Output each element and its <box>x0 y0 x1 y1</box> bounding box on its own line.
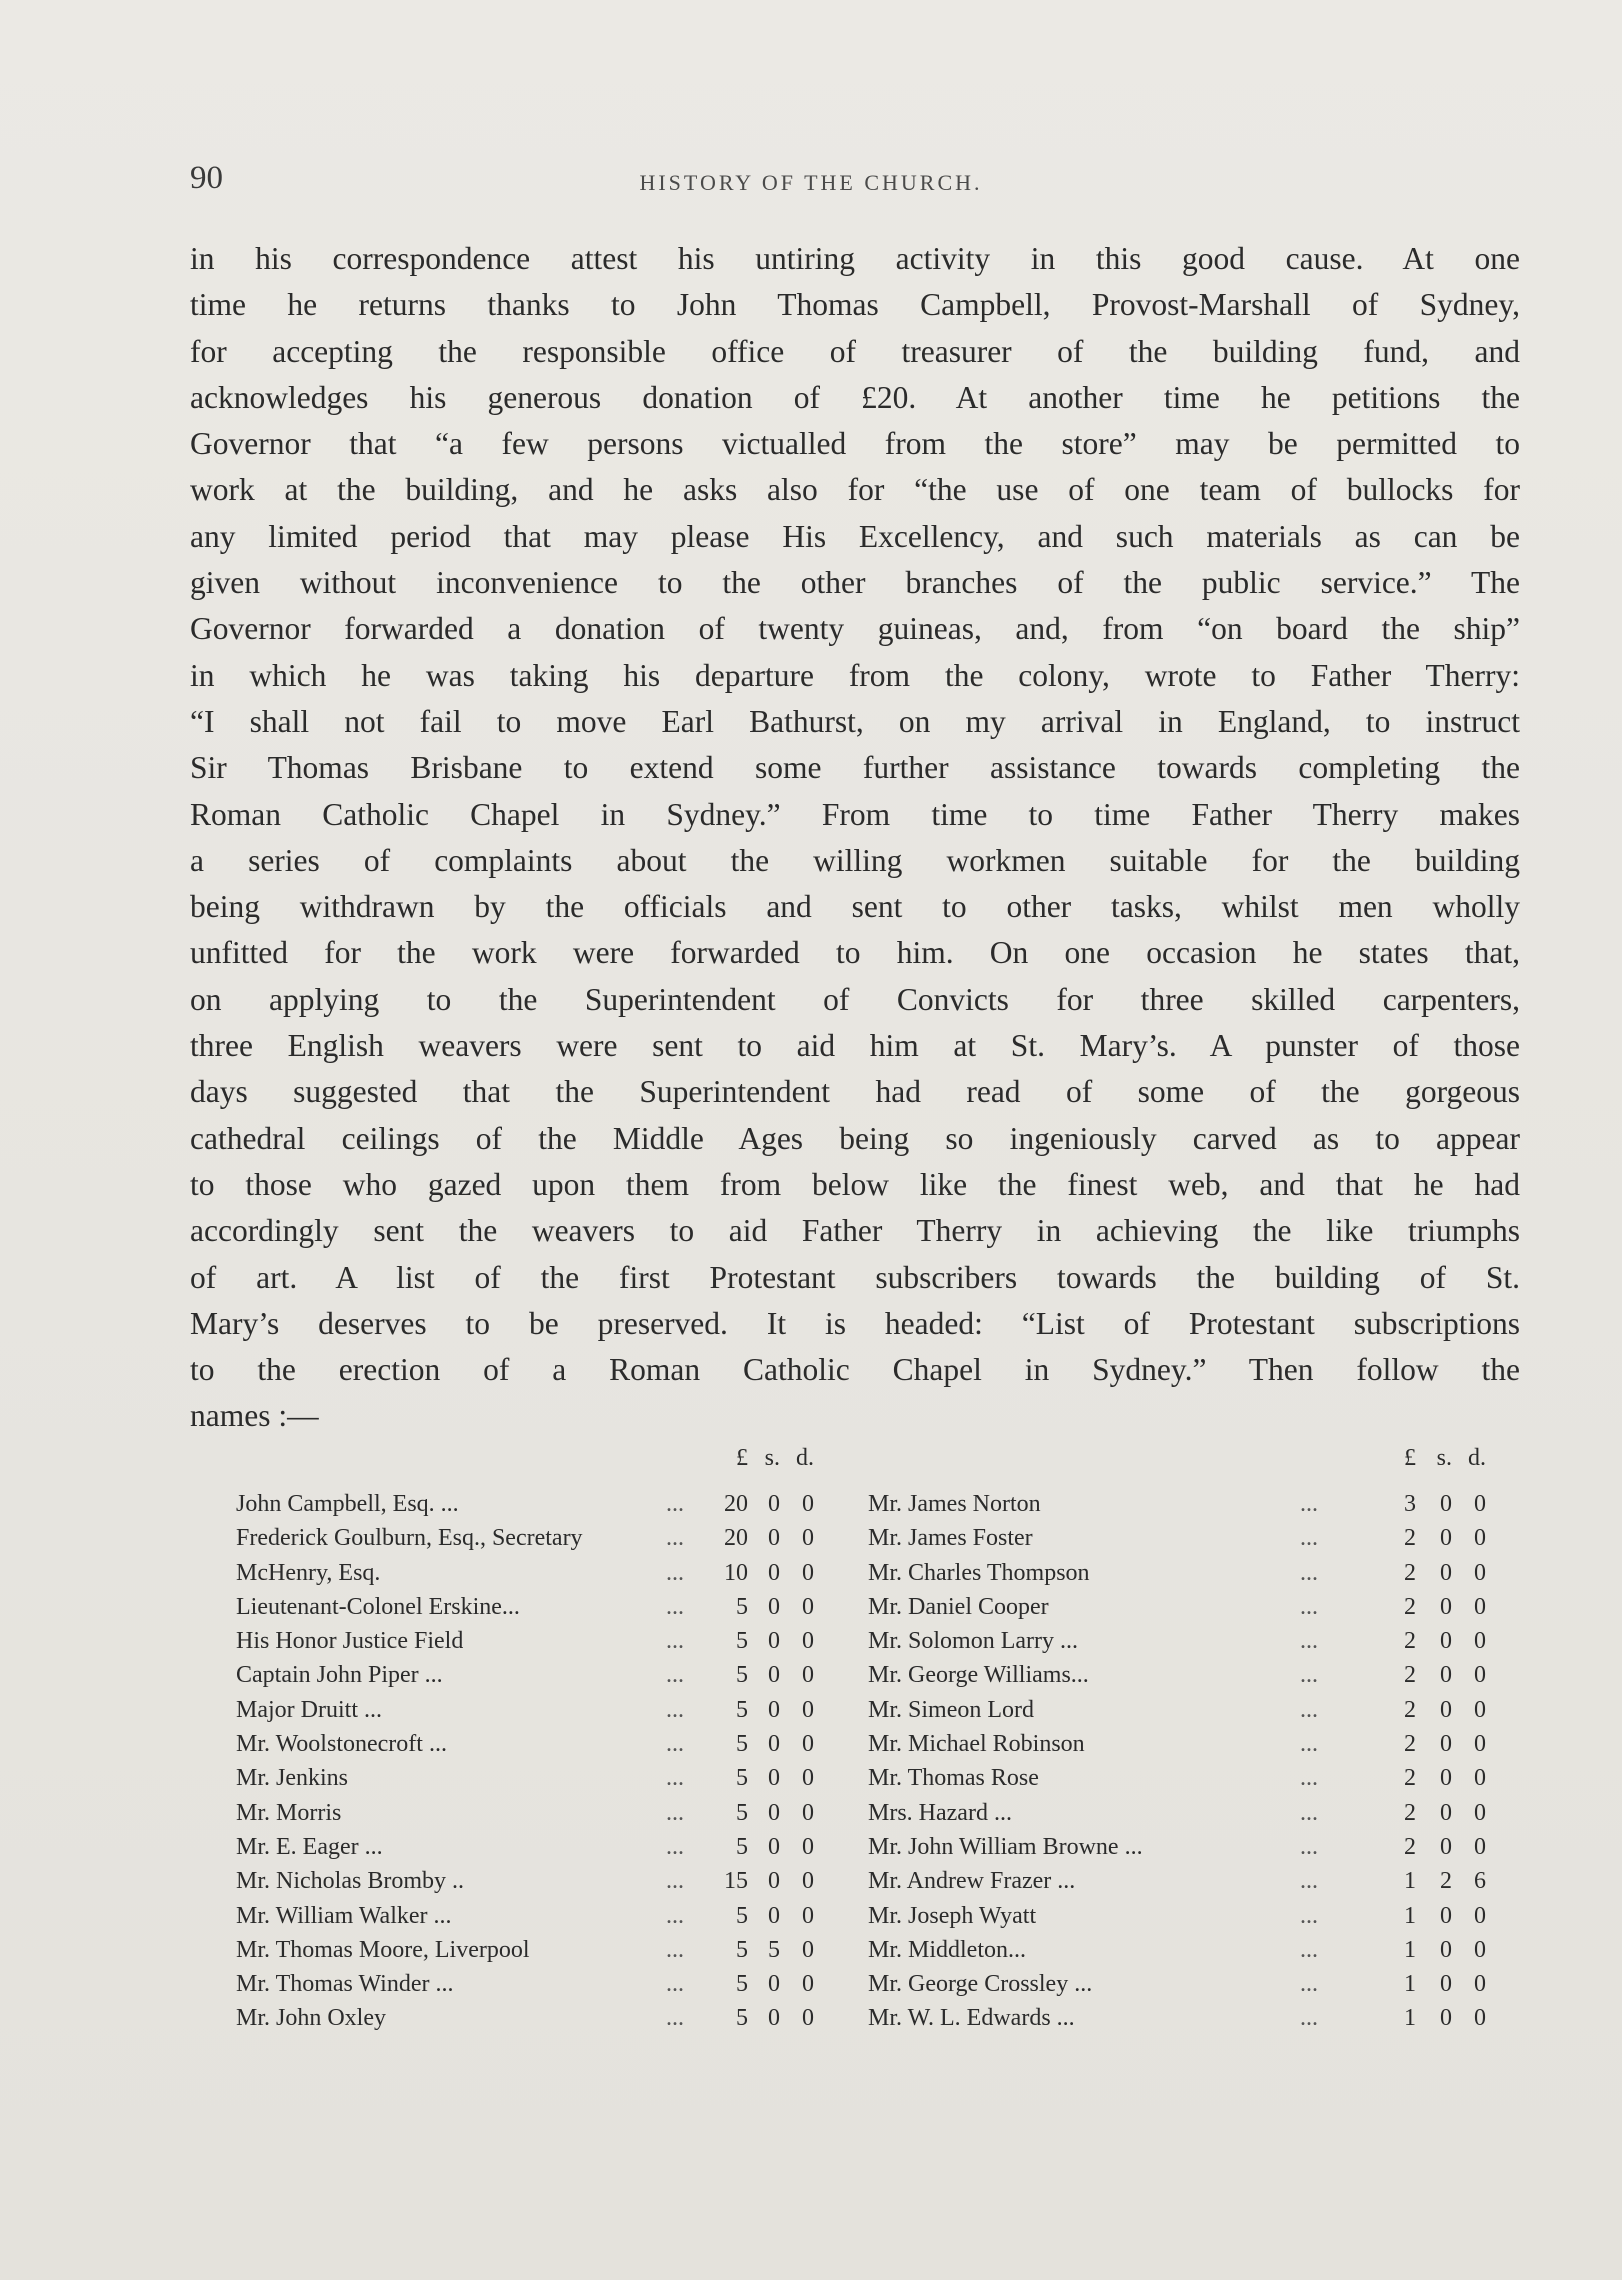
leader-dots: ... <box>666 1525 684 1552</box>
text-line: three English weavers were sent to aid him at St. Mary’s. A punster of those <box>190 1028 1520 1064</box>
subscriber-name: Mr. Daniel Cooper <box>868 1593 1049 1620</box>
pounds-value: 5 <box>736 1971 748 1998</box>
leader-dots: ... <box>666 1731 684 1758</box>
pounds-value: 2 <box>1404 1662 1416 1689</box>
subscriber-row <box>868 1796 1486 1830</box>
text-line: Governor that “a few persons victualled from the store” may be permitted to <box>190 426 1520 462</box>
pounds-value: 5 <box>736 1833 748 1860</box>
subscriber-row <box>236 1830 836 1864</box>
text-line: “I shall not fail to move Earl Bathurst, on my arrival in England, to instruct <box>190 703 1520 739</box>
subscriber-name: Mr. James Foster <box>868 1525 1033 1552</box>
pence-header: d. <box>796 1445 814 1471</box>
pence-value: 0 <box>802 1696 814 1723</box>
pounds-value: 5 <box>736 1696 748 1723</box>
text-line: any limited period that may please His Excellency, and such materials as can be <box>190 518 1520 554</box>
shillings-value: 0 <box>1440 1593 1452 1620</box>
shillings-value: 0 <box>768 1491 780 1517</box>
pounds-value: 1 <box>1404 1936 1416 1963</box>
subscriber-row <box>868 2001 1486 2035</box>
leader-dots: ... <box>666 1559 684 1586</box>
subscriber-row <box>236 1693 836 1727</box>
running-head: HISTORY OF THE CHURCH. <box>639 170 983 195</box>
pence-value: 0 <box>1474 1628 1486 1655</box>
subscriber-name: Lieutenant-Colonel Erskine... <box>236 1593 520 1620</box>
shillings-value: 0 <box>768 1525 780 1552</box>
shillings-value: 0 <box>768 1731 780 1758</box>
text-line: names :— <box>190 1398 319 1434</box>
shillings-value: 0 <box>1440 1491 1452 1517</box>
shillings-value: 0 <box>768 1765 780 1792</box>
pounds-value: 5 <box>736 1902 748 1929</box>
pence-value: 0 <box>802 1491 814 1517</box>
subscriber-name: Mr. W. L. Edwards ... <box>868 2005 1075 2032</box>
subscriber-name: Mr. Charles Thompson <box>868 1559 1090 1586</box>
shillings-value: 0 <box>1440 2005 1452 2032</box>
pounds-value: 5 <box>736 1593 748 1620</box>
shillings-value: 0 <box>1440 1731 1452 1758</box>
leader-dots: ... <box>666 1799 684 1826</box>
shillings-value: 0 <box>768 1662 780 1689</box>
pounds-value: 10 <box>724 1559 748 1586</box>
leader-dots: ... <box>666 1696 684 1723</box>
text-line: in his correspondence attest his untiring activity in this good cause. At one <box>190 241 1520 276</box>
subscriber-row <box>868 1556 1486 1590</box>
column-headers <box>868 1443 1486 1487</box>
pence-value: 0 <box>1474 1902 1486 1929</box>
subscriber-name: His Honor Justice Field <box>236 1628 464 1655</box>
leader-dots: ... <box>1300 1902 1318 1929</box>
shillings-value: 0 <box>1440 1799 1452 1826</box>
leader-dots: ... <box>1300 1662 1318 1689</box>
shillings-value: 2 <box>1440 1868 1452 1895</box>
subscriber-row <box>868 1727 1486 1761</box>
pounds-value: 2 <box>1404 1593 1416 1620</box>
leader-dots: ... <box>1300 1593 1318 1620</box>
pence-value: 0 <box>802 1799 814 1826</box>
text-line: accordingly sent the weavers to aid Father Therry in achieving the like triumphs <box>190 1213 1520 1249</box>
leader-dots: ... <box>666 1491 684 1517</box>
shillings-value: 0 <box>768 1799 780 1826</box>
leader-dots: ... <box>1300 1628 1318 1655</box>
leader-dots: ... <box>666 1833 684 1860</box>
leader-dots: ... <box>1300 1696 1318 1723</box>
subscriber-name: Mr. Joseph Wyatt <box>868 1902 1037 1929</box>
leader-dots: ... <box>1300 1491 1318 1517</box>
subscriber-row <box>868 1864 1486 1898</box>
subscriber-name: John Campbell, Esq. ... <box>236 1491 459 1517</box>
subscriber-name: Major Druitt ... <box>236 1696 382 1723</box>
text-line: a series of complaints about the willing workmen suitable for the building <box>190 842 1520 878</box>
subscriber-row <box>868 1521 1486 1555</box>
pence-value: 0 <box>1474 1491 1486 1517</box>
subscriber-name: Frederick Goulburn, Esq., Secretary <box>236 1525 583 1552</box>
pounds-header: £ <box>1404 1445 1416 1471</box>
text-line: time he returns thanks to John Thomas Campbell, Provost-Marshall of Sydney, <box>190 287 1520 323</box>
pence-value: 0 <box>802 2005 814 2032</box>
leader-dots: ... <box>1300 1799 1318 1826</box>
subscriber-name: Mr. Nicholas Bromby .. <box>236 1868 464 1895</box>
subscriber-row <box>236 1933 836 1967</box>
subscriber-row <box>236 1761 836 1795</box>
pence-value: 0 <box>802 1868 814 1895</box>
shillings-value: 0 <box>768 1559 780 1586</box>
subscriber-row <box>236 1487 836 1521</box>
shillings-value: 0 <box>1440 1971 1452 1998</box>
pounds-value: 2 <box>1404 1833 1416 1860</box>
pounds-value: 5 <box>736 2005 748 2032</box>
pence-value: 0 <box>1474 1559 1486 1586</box>
pence-value: 0 <box>802 1902 814 1929</box>
text-line: unfitted for the work were forwarded to him. On one occasion he states that, <box>190 935 1520 971</box>
pounds-value: 2 <box>1404 1765 1416 1792</box>
pounds-value: 5 <box>736 1628 748 1655</box>
subscriber-name: Mr. George Crossley ... <box>868 1971 1093 1998</box>
subscriber-row <box>868 1933 1486 1967</box>
text-line: cathedral ceilings of the Middle Ages being so ingeniously carved as to appear <box>190 1120 1520 1156</box>
pounds-value: 2 <box>1404 1628 1416 1655</box>
pence-header: d. <box>1468 1445 1486 1471</box>
leader-dots: ... <box>666 1765 684 1792</box>
shillings-value: 0 <box>768 1696 780 1723</box>
subscriber-name: Mr. Jenkins <box>236 1765 349 1792</box>
shillings-value: 0 <box>768 2005 780 2032</box>
leader-dots: ... <box>1300 1936 1318 1963</box>
pence-value: 0 <box>1474 1525 1486 1552</box>
leader-dots: ... <box>1300 1765 1318 1792</box>
subscriber-name: Mr. Thomas Winder ... <box>236 1971 454 1998</box>
leader-dots: ... <box>1300 1833 1318 1860</box>
subscriber-row <box>236 1967 836 2001</box>
text-line: in which he was taking his departure from the colony, wrote to Father Therry: <box>190 657 1520 693</box>
shillings-value: 0 <box>1440 1525 1452 1552</box>
text-line: being withdrawn by the officials and sent to other tasks, whilst men wholly <box>190 889 1520 925</box>
subscriber-name: Mr. Woolstonecroft ... <box>236 1731 447 1758</box>
pence-value: 0 <box>1474 2005 1486 2032</box>
leader-dots: ... <box>666 1936 684 1963</box>
pence-value: 0 <box>802 1971 814 1998</box>
subscriber-name: McHenry, Esq. <box>236 1559 381 1586</box>
pounds-value: 2 <box>1404 1696 1416 1723</box>
shillings-value: 0 <box>1440 1765 1452 1792</box>
subscriber-name: Mr. Middleton... <box>868 1936 1027 1963</box>
text-line: of art. A list of the first Protestant subscribers towards the building of St. <box>190 1259 1520 1295</box>
shillings-value: 0 <box>768 1971 780 1998</box>
pence-value: 6 <box>1474 1868 1486 1895</box>
text-line: acknowledges his generous donation of £20. At another time he petitions the <box>190 379 1520 415</box>
shillings-value: 0 <box>768 1902 780 1929</box>
subscriber-row <box>236 1864 836 1898</box>
subscriber-row <box>868 1761 1486 1795</box>
leader-dots: ... <box>666 1628 684 1655</box>
leader-dots: ... <box>1300 1731 1318 1758</box>
pounds-value: 2 <box>1404 1525 1416 1552</box>
shillings-value: 0 <box>1440 1662 1452 1689</box>
text-line: to the erection of a Roman Catholic Chapel in Sydney.” Then follow the <box>190 1352 1520 1388</box>
shillings-value: 0 <box>768 1593 780 1620</box>
subscriber-row <box>868 1590 1486 1624</box>
subscriber-row <box>868 1487 1486 1521</box>
text-line: on applying to the Superintendent of Convicts for three skilled carpenters, <box>190 981 1520 1017</box>
pence-value: 0 <box>802 1559 814 1586</box>
pence-value: 0 <box>802 1525 814 1552</box>
leader-dots: ... <box>1300 1525 1318 1552</box>
text-line: Governor forwarded a donation of twenty guineas, and, from “on board the ship” <box>190 611 1520 647</box>
pence-value: 0 <box>1474 1593 1486 1620</box>
pounds-value: 2 <box>1404 1731 1416 1758</box>
subscriber-name: Mrs. Hazard ... <box>868 1799 1012 1826</box>
pounds-value: 5 <box>736 1799 748 1826</box>
pence-value: 0 <box>802 1628 814 1655</box>
pence-value: 0 <box>1474 1936 1486 1963</box>
leader-dots: ... <box>1300 1868 1318 1895</box>
pounds-value: 2 <box>1404 1799 1416 1826</box>
pounds-value: 1 <box>1404 1902 1416 1929</box>
leader-dots: ... <box>1300 2005 1318 2032</box>
leader-dots: ... <box>666 1971 684 1998</box>
subscriber-row <box>868 1967 1486 2001</box>
subscriber-row <box>868 1624 1486 1658</box>
subscriber-name: Mr. Simeon Lord <box>868 1696 1034 1723</box>
shillings-value: 0 <box>1440 1628 1452 1655</box>
subscriptions-left-column <box>236 1443 836 2036</box>
pounds-value: 5 <box>736 1731 748 1758</box>
subscriber-row <box>868 1899 1486 1933</box>
leader-dots: ... <box>666 1868 684 1895</box>
pounds-value: 1 <box>1404 1868 1416 1895</box>
leader-dots: ... <box>666 2005 684 2032</box>
pounds-value: 5 <box>736 1936 748 1963</box>
shillings-header: s. <box>764 1445 780 1471</box>
pounds-value: 5 <box>736 1662 748 1689</box>
shillings-value: 0 <box>1440 1936 1452 1963</box>
subscriber-row <box>236 1556 836 1590</box>
pence-value: 0 <box>802 1936 814 1963</box>
pence-value: 0 <box>802 1731 814 1758</box>
subscriber-row <box>236 1796 836 1830</box>
pence-value: 0 <box>1474 1833 1486 1860</box>
subscriber-row <box>236 1521 836 1555</box>
text-line: to those who gazed upon them from below like the finest web, and that he had <box>190 1166 1520 1202</box>
subscriber-row <box>868 1658 1486 1692</box>
pounds-value: 20 <box>724 1491 748 1517</box>
subscriber-row <box>236 1590 836 1624</box>
shillings-value: 0 <box>1440 1559 1452 1586</box>
subscriber-name: Mr. E. Eager ... <box>236 1833 383 1860</box>
pence-value: 0 <box>802 1593 814 1620</box>
pounds-value: 20 <box>724 1525 748 1552</box>
subscriber-name: Mr. Morris <box>236 1799 342 1826</box>
page-number: 90 <box>190 160 223 196</box>
shillings-value: 0 <box>1440 1902 1452 1929</box>
pounds-value: 1 <box>1404 1971 1416 1998</box>
text-line: Roman Catholic Chapel in Sydney.” From time to time Father Therry makes <box>190 796 1520 832</box>
subscriber-row <box>236 1899 836 1933</box>
subscriber-name: Mr. Andrew Frazer ... <box>868 1868 1076 1895</box>
pence-value: 0 <box>1474 1731 1486 1758</box>
subscriber-name: Captain John Piper ... <box>236 1662 443 1689</box>
subscriber-row <box>236 1624 836 1658</box>
shillings-header: s. <box>1436 1445 1452 1471</box>
pence-value: 0 <box>1474 1696 1486 1723</box>
body-paragraph <box>190 236 1520 1440</box>
pence-value: 0 <box>1474 1971 1486 1998</box>
pence-value: 0 <box>802 1765 814 1792</box>
pounds-value: 5 <box>736 1765 748 1792</box>
shillings-value: 0 <box>1440 1696 1452 1723</box>
subscriber-row <box>236 1727 836 1761</box>
text-line: for accepting the responsible office of treasurer of the building fund, and <box>190 333 1520 369</box>
subscriber-name: Mr. Solomon Larry ... <box>868 1628 1078 1655</box>
leader-dots: ... <box>1300 1971 1318 1998</box>
subscriber-row <box>868 1830 1486 1864</box>
leader-dots: ... <box>666 1662 684 1689</box>
text-line: work at the building, and he asks also for “the use of one team of bullocks for <box>190 472 1520 508</box>
shillings-value: 0 <box>768 1868 780 1895</box>
subscriber-name: Mr. William Walker ... <box>236 1902 452 1929</box>
shillings-value: 5 <box>768 1936 780 1963</box>
column-headers <box>236 1443 836 1487</box>
pounds-value: 3 <box>1404 1491 1416 1517</box>
pence-value: 0 <box>1474 1799 1486 1826</box>
subscriber-name: Mr. John Oxley <box>236 2005 386 2032</box>
subscriber-name: Mr. Michael Robinson <box>868 1731 1085 1758</box>
subscriber-row <box>868 1693 1486 1727</box>
pence-value: 0 <box>802 1833 814 1860</box>
shillings-value: 0 <box>1440 1833 1452 1860</box>
text-line: given without inconvenience to the other branches of the public service.” The <box>190 565 1520 601</box>
subscriber-row <box>236 2001 836 2035</box>
pounds-value: 1 <box>1404 2005 1416 2032</box>
pounds-header: £ <box>736 1445 748 1471</box>
subscriber-name: Mr. Thomas Rose <box>868 1765 1039 1792</box>
text-line: Sir Thomas Brisbane to extend some further assistance towards completing the <box>190 750 1520 786</box>
pounds-value: 2 <box>1404 1559 1416 1586</box>
text-line: days suggested that the Superintendent had read of some of the gorgeous <box>190 1074 1520 1110</box>
leader-dots: ... <box>1300 1559 1318 1586</box>
subscriptions-right-column <box>868 1443 1486 2036</box>
text-line: Mary’s deserves to be preserved. It is headed: “List of Protestant subscriptions <box>190 1305 1520 1341</box>
subscriber-name: Mr. George Williams... <box>868 1662 1089 1689</box>
subscriber-row <box>236 1658 836 1692</box>
pence-value: 0 <box>1474 1662 1486 1689</box>
subscriber-name: Mr. John William Browne ... <box>868 1833 1143 1860</box>
subscriber-name: Mr. Thomas Moore, Liverpool <box>236 1936 530 1963</box>
subscriber-name: Mr. James Norton <box>868 1491 1041 1517</box>
shillings-value: 0 <box>768 1628 780 1655</box>
leader-dots: ... <box>666 1593 684 1620</box>
shillings-value: 0 <box>768 1833 780 1860</box>
pounds-value: 15 <box>724 1868 748 1895</box>
leader-dots: ... <box>666 1902 684 1929</box>
pence-value: 0 <box>1474 1765 1486 1792</box>
pence-value: 0 <box>802 1662 814 1689</box>
